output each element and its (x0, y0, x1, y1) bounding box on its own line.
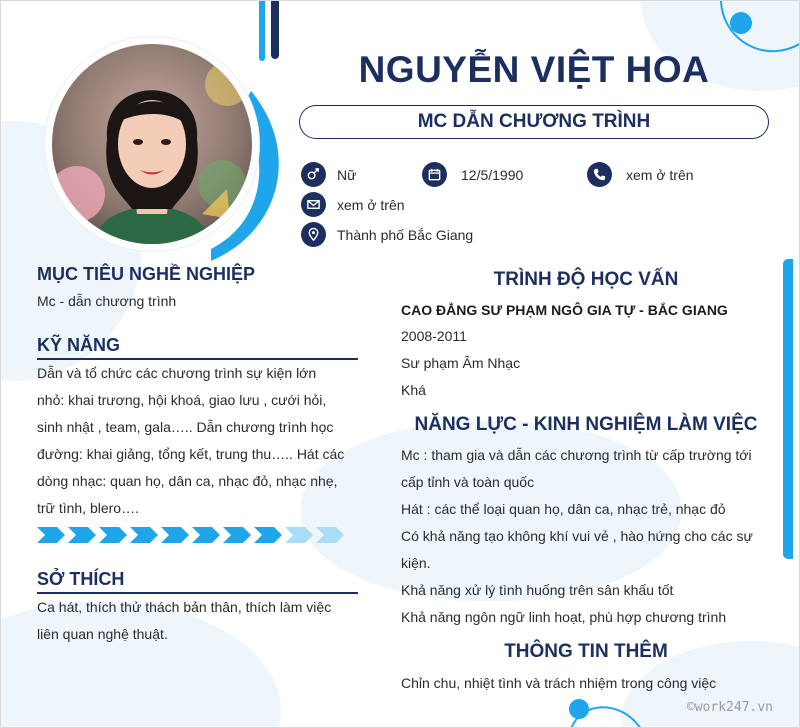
avatar (52, 44, 252, 244)
phone-icon (587, 162, 612, 187)
experience-heading: NĂNG LỰC - KINH NGHIỆM LÀM VIỆC (414, 414, 758, 435)
extra-heading: THÔNG TIN THÊM (504, 641, 668, 662)
skills-line: trữ tình, blero…. (37, 500, 139, 516)
location-icon (301, 222, 326, 247)
experience-line: cấp tỉnh và toàn quốc (401, 474, 535, 490)
watermark: ©work247.vn (686, 700, 773, 715)
skills-line: Dẫn và tổ chức các chương trình sự kiện lớn (37, 365, 317, 381)
objective-heading: MỤC TIÊU NGHỀ NGHIỆP (37, 264, 256, 284)
deco-bar-1 (259, 1, 265, 61)
deco-bar-2 (271, 1, 279, 59)
skills-text (37, 360, 367, 522)
education-heading: TRÌNH ĐỘ HỌC VẤN (493, 269, 679, 290)
hobbies-line: liên quan nghệ thuật. (37, 626, 168, 642)
rating-chevron (37, 527, 65, 543)
skills-line: đường: khai giảng, tổng kết, trung thu….. Hát các (37, 446, 345, 462)
experience-text (401, 442, 783, 631)
candidate-name: NGUYỄN VIỆT HOA (358, 49, 710, 90)
deco-right-bar (783, 259, 793, 559)
email-value: xem ở trên (337, 196, 405, 213)
rating-chevron (316, 527, 344, 543)
rating-chevron (192, 527, 220, 543)
rating-chevron (130, 527, 158, 543)
experience-line: kiện. (401, 555, 431, 571)
experience-line: Mc : tham gia và dẫn các chương trình từ cấp trường tới (401, 447, 752, 463)
skills-heading: KỸ NĂNG (37, 335, 121, 355)
experience-line: Khả năng xử lý tình huống trên sân khấu tốt (401, 582, 674, 598)
education-school: CAO ĐẲNG SƯ PHẠM NGÔ GIA TỰ - BẮC GIANG (401, 302, 728, 318)
objective-text: Mc - dẫn chương trình (37, 293, 177, 309)
education-major: Sư phạm Âm Nhạc (401, 355, 521, 371)
address-value: Thành phố Bắc Giang (337, 226, 474, 243)
education-years: 2008-2011 (401, 328, 467, 344)
phone-value: xem ở trên (626, 166, 694, 183)
birthday-value: 12/5/1990 (461, 166, 524, 183)
hobbies-text (37, 594, 367, 648)
hobbies-line: Ca hát, thích thử thách bản thân, thích làm việc (37, 599, 332, 615)
info-birthday (422, 162, 523, 187)
rating-chevron (254, 527, 282, 543)
rating-chevron (161, 527, 189, 543)
skills-line: nhỏ: khai trương, hội khoá, giao lưu , cưới hỏi, (37, 392, 327, 408)
rating-chevron (285, 527, 313, 543)
skill-rating (37, 527, 347, 543)
calendar-icon (422, 162, 447, 187)
info-gender (301, 162, 356, 187)
rating-chevron (68, 527, 96, 543)
gender-value: Nữ (337, 166, 357, 183)
rating-chevron (223, 527, 251, 543)
position-title: MC DẪN CHƯƠNG TRÌNH (299, 105, 769, 139)
extra-text: Chỉn chu, nhiệt tình và trách nhiệm trong công việc (401, 675, 717, 691)
skills-line: dòng nhạc: quan họ, dân ca, nhạc đỏ, nhạc nhẹ, (37, 473, 338, 489)
hobbies-heading: SỞ THÍCH (37, 569, 125, 589)
education-grade: Khá (401, 382, 426, 398)
info-address (301, 222, 473, 247)
info-phone (587, 162, 694, 187)
experience-line: Có khả năng tạo không khí vui vẻ , hào hứng cho các sự (401, 528, 753, 544)
experience-line: Khả năng ngôn ngữ linh hoạt, phù hợp chương trình (401, 609, 727, 625)
avatar-photo (52, 44, 252, 244)
info-email (301, 192, 405, 217)
mail-icon (301, 192, 326, 217)
skills-line: sinh nhật , team, gala….. Dẫn chương trình học (37, 419, 334, 435)
rating-chevron (99, 527, 127, 543)
gender-icon (301, 162, 326, 187)
experience-line: Hát : các thể loại quan họ, dân ca, nhạc trẻ, nhạc đỏ (401, 501, 726, 517)
